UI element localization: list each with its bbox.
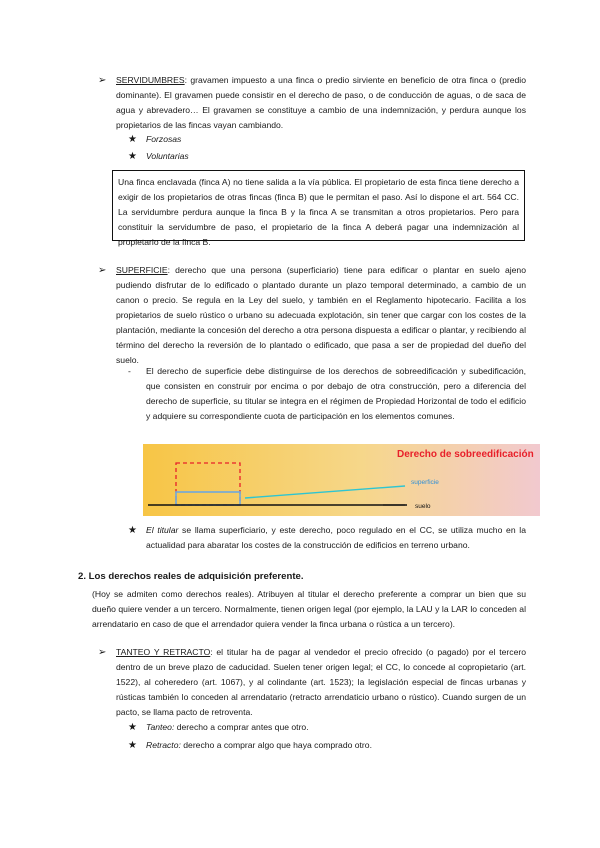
titular-paragraph xyxy=(146,523,526,553)
servidumbres-term: SERVIDUMBRES xyxy=(116,75,185,85)
type-forzosas: Forzosas xyxy=(146,134,182,144)
section-heading: 2. Los derechos reales de adquisición preferente. xyxy=(78,571,304,582)
arrow-bullet-icon: ➢ xyxy=(98,75,107,86)
star-bullet-icon: ★ xyxy=(128,134,137,145)
star-bullet-icon: ★ xyxy=(128,525,137,536)
tanteo-paragraph xyxy=(116,645,526,720)
servidumbres-paragraph xyxy=(116,73,526,133)
star-bullet-icon: ★ xyxy=(128,722,137,733)
titular-text: se llama superficiario, y este derecho, poco regulado en el CC, se utiliza mucho en la actualidad para abaratar los costes de la construcción de edificios en terreno urbano. xyxy=(146,525,526,550)
superficie-subpoint: El derecho de superficie debe distinguirse de los derechos de sobreedificación y subedificación, que consisten en construir por encima o por debajo de otra construcción, pero a diferencia del derecho de superficie, su titular se integra en el régimen de Propiedad Horizontal de todo el edificio y adquiere su correspondiente cuota de participación en los elementos comunes. xyxy=(146,366,526,421)
tanteo-def: derecho a comprar antes que otro. xyxy=(174,722,309,732)
retracto-label: Retracto: xyxy=(146,740,181,750)
arrow-bullet-icon: ➢ xyxy=(98,265,107,276)
sobreedificacion-diagram xyxy=(143,444,540,516)
diagram-title: Derecho de sobreedificación xyxy=(397,449,534,460)
superficie-term: SUPERFICIE xyxy=(116,265,168,275)
titular-label: El titular xyxy=(146,525,179,535)
servidumbres-text: : gravamen impuesto a una finca o predio sirviente en beneficio de otra finca o (predio dominante). El gravamen puede consistir en el derecho de paso, o de conducción de aguas, o de saca de agua y abrevadero… El gravamen se constituye a cambio de una indemnización, y perdura aunque los propietarios de las fincas vayan cambiando. xyxy=(116,75,526,130)
tanteo-text: : el titular ha de pagar al vendedor el precio ofrecido (o pagado) por el tercero dentro de un breve plazo de caducidad. Suelen tener origen legal; el CC, lo concede al copropietario (art. 1522), al coheredero (art. 1067), y al colindante (art. 1523); la legislación especial de fincas urbanas y rústicas también lo conceden al arrendatario (retracto arrendaticio urbano o rústico). Cuando surgen de un pacto, se llama pacto de retroventa. xyxy=(116,647,526,717)
star-bullet-icon: ★ xyxy=(128,740,137,751)
example-text: Una finca enclavada (finca A) no tiene salida a la vía pública. El propietario de esta finca tiene derecho a exigir de los propietarios de otras fincas (finca B) que le permitan el paso. Así lo dispone el art. 564 CC. La servidumbre perdura aunque la finca B y la finca A se transmitan a otros propietarios. Pero para constituir la servidumbre de paso, el propietario de la finca A deberá pagar una indemnización al propietario de la finca B. xyxy=(118,177,519,247)
example-box xyxy=(112,170,525,247)
dash-bullet: - xyxy=(128,366,131,376)
arrow-bullet-icon: ➢ xyxy=(98,647,107,658)
retracto-definition xyxy=(146,738,526,753)
superficie-text: : derecho que una persona (superficiario) tiene para edificar o plantar en suelo ajeno pudiendo disfrutar de lo edificado o plantado durante un plazo temporal determinado, a cambio de un canon o precio. Se regula en la Ley del suelo, y también en el Reglamento hipotecario. Facilita a los propietarios de suelo rústico o urbano su adecuada explotación, sin tener que cargar con los costes de la plantación, mediante la concesión del derecho a otra persona dispuesta a edificar o plantar, y recibiendo al término del derecho la reversión de lo plantado o edificado, que pasa a ser de propiedad del dueño del suelo. xyxy=(116,265,526,365)
tanteo-label: Tanteo: xyxy=(146,722,175,732)
superficie-label: superficie xyxy=(411,479,439,486)
suelo-label: suelo xyxy=(415,503,431,510)
section2-intro: (Hoy se admiten como derechos reales). Atribuyen al titular el derecho preferente a comprar un bien que su dueño quiere vender a un tercero. Normalmente, tienen origen legal (por ejemplo, la LAU y la LAR lo conceden al arrendatario en caso de que el arrendador quiera vender la finca urbana o rústica a un tercero). xyxy=(92,589,526,629)
type-voluntarias: Voluntarias xyxy=(146,151,189,161)
tanteo-definition xyxy=(146,720,526,735)
star-bullet-icon: ★ xyxy=(128,151,137,162)
retracto-def: derecho a comprar algo que haya comprado otro. xyxy=(180,740,372,750)
superficie-paragraph xyxy=(116,263,526,368)
tanteo-term: TANTEO Y RETRACTO xyxy=(116,647,211,657)
